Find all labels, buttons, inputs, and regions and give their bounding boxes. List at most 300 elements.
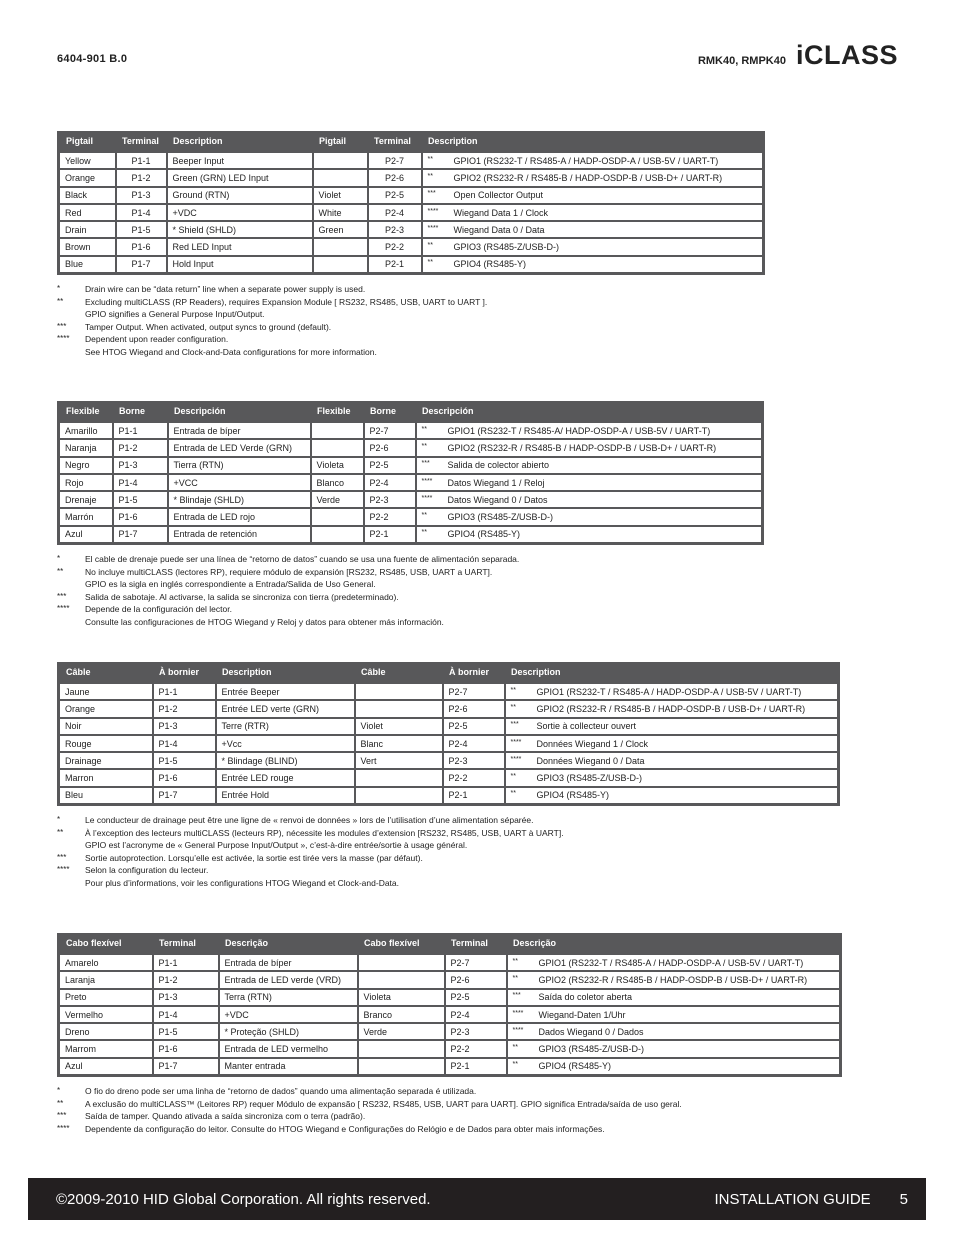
footnote-text: Tamper Output. When activated, output syncs to ground (default). <box>85 321 332 332</box>
table-cell: P1-2 <box>153 971 219 988</box>
table-row <box>59 989 841 1006</box>
table-cell: * Blindaje (SHLD) <box>168 491 311 508</box>
description-text: Saída do coletor aberta <box>538 992 633 1003</box>
footnote-symbol: * <box>57 554 61 564</box>
table-cell: Jaune <box>59 683 153 700</box>
table-cell: Green (GRN) LED Input <box>167 169 313 186</box>
table-cell: Orange <box>59 700 153 717</box>
description-text: GPIO3 (RS485-Z/USB-D-) <box>536 773 643 784</box>
table-row <box>59 256 764 274</box>
table-cell: +VDC <box>167 204 313 221</box>
footnote-text: À l’exception des lecteurs multiCLASS (lecteurs RP), nécessite les modules d’extension [RS232, RS485, USB, UART à UART]. GPIO est l’acronyme de « General Purpose Input/Output », c’est-à-dire entrée/sortie à usage général. <box>85 827 564 851</box>
wiring-table <box>57 131 765 275</box>
footnote-text: Drain wire can be “data return” line when a separate power supply is used. <box>85 284 366 295</box>
table-row <box>59 752 839 769</box>
table-cell: Black <box>59 187 116 204</box>
table-row <box>59 439 763 456</box>
column-header: À bornier <box>443 662 505 683</box>
description-text: GPIO1 (RS232-T / RS485-A / HADP-OSDP-A / USB-5V / UART-T) <box>538 957 804 968</box>
footnote-marker: ** <box>427 259 433 267</box>
description-cell <box>416 457 763 474</box>
table-cell <box>313 169 368 186</box>
footnote-symbol: **** <box>57 334 70 344</box>
footnote-symbol: ** <box>57 296 64 306</box>
table-cell: +VCC <box>168 474 311 491</box>
footnote-symbol: * <box>57 1086 61 1096</box>
footnote <box>57 296 765 321</box>
table-row <box>59 735 839 752</box>
footnote-marker: **** <box>510 738 522 746</box>
table-cell: P1-1 <box>153 683 216 700</box>
table-cell: * Blindage (BLIND) <box>216 752 355 769</box>
table-cell: Negro <box>59 457 113 474</box>
footnote-marker: **** <box>512 1026 524 1034</box>
description-text: Datos Wiegand 1 / Reloj <box>447 477 545 488</box>
table-cell: Bleu <box>59 787 153 805</box>
table-row <box>59 787 839 805</box>
table-cell <box>358 954 445 971</box>
description-cell <box>422 169 764 186</box>
table-row <box>59 718 839 735</box>
table-cell: Entrada de bíper <box>219 954 358 971</box>
table-cell <box>358 1058 445 1076</box>
wiring-section-spanish <box>57 401 764 629</box>
table-cell: P2-7 <box>443 683 505 700</box>
table-cell: +Vcc <box>216 735 355 752</box>
footnote-marker: ** <box>510 790 516 798</box>
wiring-section-english <box>57 131 765 359</box>
table-row <box>59 526 763 544</box>
column-header: Borne <box>364 401 416 422</box>
table-cell: Tierra (RTN) <box>168 457 311 474</box>
table-row <box>59 683 839 700</box>
table-cell: P1-7 <box>153 1058 219 1076</box>
footnote-symbol: **** <box>57 1123 70 1133</box>
footnote-marker: ** <box>427 242 433 250</box>
table-cell: P2-4 <box>443 735 505 752</box>
footnote <box>57 321 765 334</box>
footnote-symbol: *** <box>57 1111 67 1121</box>
footnote-marker: *** <box>512 992 521 1000</box>
footnote-marker: ** <box>421 442 427 450</box>
footnote <box>57 852 840 865</box>
table-cell: P2-4 <box>445 1006 507 1023</box>
column-header: Câble <box>355 662 443 683</box>
footnote-text: Dependent upon reader configuration. See HTOG Wiegand and Clock-and-Data configurations for more information. <box>85 334 377 358</box>
wiring-section-portuguese <box>57 933 842 1135</box>
description-text: Wiegand Data 1 / Clock <box>453 207 549 218</box>
footnote <box>57 1085 842 1098</box>
column-header: Flexible <box>59 401 113 422</box>
table-cell: Blanco <box>311 474 364 491</box>
description-text: Wiegand-Daten 1/Uhr <box>538 1009 626 1020</box>
footnote-symbol: ** <box>57 566 64 576</box>
footnote <box>57 1098 842 1111</box>
table-cell: P2-5 <box>445 989 507 1006</box>
description-text: Salida de colector abierto <box>447 460 550 471</box>
description-cell <box>422 204 764 221</box>
table-cell: +VDC <box>219 1006 358 1023</box>
table-cell: Entrada de LED vermelho <box>219 1040 358 1057</box>
table-cell: P2-1 <box>443 787 505 805</box>
table-cell: Drainage <box>59 752 153 769</box>
table-cell <box>358 1040 445 1057</box>
table-cell: Vermelho <box>59 1006 153 1023</box>
table-cell: P2-1 <box>445 1058 507 1076</box>
table-cell: White <box>313 204 368 221</box>
table-cell: Violet <box>313 187 368 204</box>
description-text: GPIO2 (RS232-R / RS485-B / HADP-OSDP-B / USB-D+ / UART-R) <box>447 442 717 453</box>
table-cell: P2-1 <box>364 526 416 544</box>
footnotes <box>57 283 765 359</box>
table-cell: P1-6 <box>153 769 216 786</box>
column-header: Description <box>505 662 839 683</box>
table-cell: Entrada de LED rojo <box>168 508 311 525</box>
table-cell: Violeta <box>358 989 445 1006</box>
footnote <box>57 566 764 591</box>
footnote-symbol: **** <box>57 604 70 614</box>
footnote <box>57 553 764 566</box>
description-cell <box>505 683 839 700</box>
description-cell <box>416 422 763 439</box>
table-cell: Beeper Input <box>167 152 313 169</box>
description-cell <box>422 187 764 204</box>
footnote-marker: ** <box>512 957 518 965</box>
table-cell: Marrom <box>59 1040 153 1057</box>
description-cell <box>505 735 839 752</box>
table-cell: P1-3 <box>153 718 216 735</box>
table-cell: P2-3 <box>368 221 422 238</box>
table-cell: P1-3 <box>116 187 167 204</box>
footnote-marker: **** <box>427 224 439 232</box>
description-cell <box>416 474 763 491</box>
description-cell <box>422 221 764 238</box>
table-cell: P2-6 <box>364 439 416 456</box>
table-cell: Red <box>59 204 116 221</box>
column-header: Cabo flexível <box>59 933 153 954</box>
table-cell: Entrada de bíper <box>168 422 311 439</box>
description-text: Open Collector Output <box>453 190 544 201</box>
header-brand <box>698 40 898 71</box>
description-cell <box>507 1023 841 1040</box>
column-header: Flexible <box>311 401 364 422</box>
column-header: À bornier <box>153 662 216 683</box>
table-cell: Violet <box>355 718 443 735</box>
table-cell: P1-1 <box>116 152 167 169</box>
table-cell: P2-7 <box>364 422 416 439</box>
table-cell: P2-4 <box>364 474 416 491</box>
table-cell: P1-6 <box>116 238 167 255</box>
description-text: GPIO2 (RS232-R / RS485-B / HADP-OSDP-B / USB-D+ / UART-R) <box>453 172 723 183</box>
table-cell: Drenaje <box>59 491 113 508</box>
table-cell: P2-3 <box>445 1023 507 1040</box>
table-cell: Orange <box>59 169 116 186</box>
copyright-text: ©2009-2010 HID Global Corporation. All rights reserved. <box>56 1190 431 1208</box>
footnote-marker: ** <box>512 1061 518 1069</box>
table-cell: P2-5 <box>364 457 416 474</box>
table-row <box>59 221 764 238</box>
table-cell: Yellow <box>59 152 116 169</box>
table-cell: P1-4 <box>116 204 167 221</box>
description-text: Sortie à collecteur ouvert <box>536 721 637 732</box>
description-text: GPIO3 (RS485-Z/USB-D-) <box>538 1044 645 1055</box>
table-cell: Entrée LED verte (GRN) <box>216 700 355 717</box>
column-header: Description <box>167 131 313 152</box>
footnote-marker: ** <box>512 974 518 982</box>
table-row <box>59 1006 841 1023</box>
guide-title: INSTALLATION GUIDE <box>714 1190 871 1208</box>
document-number: 6404-901 B.0 <box>57 53 128 65</box>
footnote-text: Selon la configuration du lecteur. Pour plus d’informations, voir les configurations HTOG Wiegand et Clock-and-Data. <box>85 865 400 889</box>
footnote-text: O fio do dreno pode ser uma linha de “retorno de dados” quando uma alimentação separada é utilizada. <box>85 1086 477 1097</box>
footnote-text: Dependente da configuração do leitor. Consulte do HTOG Wiegand e Configurações do Relógio e de Dados para obter mais informações. <box>85 1123 605 1134</box>
table-cell: P1-3 <box>153 989 219 1006</box>
table-cell: P2-2 <box>443 769 505 786</box>
footnote-marker: ** <box>510 686 516 694</box>
table-cell: P1-5 <box>116 221 167 238</box>
footnote <box>57 603 764 628</box>
table-row <box>59 491 763 508</box>
table-cell: Entrée Hold <box>216 787 355 805</box>
table-row <box>59 152 764 169</box>
description-cell <box>505 787 839 805</box>
footnote-marker: ** <box>421 425 427 433</box>
column-header: Terminal <box>368 131 422 152</box>
table-row <box>59 1058 841 1076</box>
table-cell: Terre (RTR) <box>216 718 355 735</box>
footnote-marker: *** <box>427 190 436 198</box>
footnote-symbol: * <box>57 815 61 825</box>
description-cell <box>422 256 764 274</box>
description-cell <box>507 954 841 971</box>
column-header: Descripción <box>416 401 763 422</box>
description-cell <box>505 700 839 717</box>
column-header: Description <box>422 131 764 152</box>
footnote-marker: ** <box>510 773 516 781</box>
table-cell: Drain <box>59 221 116 238</box>
table-cell: Rouge <box>59 735 153 752</box>
table-cell: P1-4 <box>113 474 168 491</box>
table-cell: Preto <box>59 989 153 1006</box>
table-cell: P1-6 <box>153 1040 219 1057</box>
table-row <box>59 474 763 491</box>
table-cell: P1-7 <box>153 787 216 805</box>
table-cell: P1-1 <box>113 422 168 439</box>
table-cell <box>355 787 443 805</box>
table-cell: P1-2 <box>153 700 216 717</box>
footnote-text: A exclusão do multiCLASS™ (Leitores RP) requer Módulo de expansão [ RS232, RS485, USB, UART para UART]. GPIO significa Entrada/saída de uso geral. <box>85 1098 682 1109</box>
footnote-text: El cable de drenaje puede ser una línea de “retorno de datos” cuando se usa una fuente de alimentación separada. <box>85 554 520 565</box>
table-cell: Noir <box>59 718 153 735</box>
table-cell: P2-2 <box>364 508 416 525</box>
table-cell: Entrada de retención <box>168 526 311 544</box>
table-cell: Amarillo <box>59 422 113 439</box>
table-cell: Blanc <box>355 735 443 752</box>
column-header: Terminal <box>116 131 167 152</box>
table-cell: P1-5 <box>153 752 216 769</box>
table-cell <box>311 439 364 456</box>
table-cell: Amarelo <box>59 954 153 971</box>
table-row <box>59 204 764 221</box>
table-row <box>59 508 763 525</box>
table-row <box>59 769 839 786</box>
table-cell: P1-7 <box>113 526 168 544</box>
table-cell: Marron <box>59 769 153 786</box>
page-footer <box>28 1178 926 1220</box>
footnotes <box>57 1085 842 1135</box>
footnote-marker: *** <box>421 460 430 468</box>
table-cell: Red LED Input <box>167 238 313 255</box>
table-cell: Azul <box>59 526 113 544</box>
table-cell: Marrón <box>59 508 113 525</box>
table-cell: Blue <box>59 256 116 274</box>
table-cell: P2-3 <box>443 752 505 769</box>
table-cell: P1-6 <box>113 508 168 525</box>
description-text: Datos Wiegand 0 / Datos <box>447 494 548 505</box>
table-cell <box>313 256 368 274</box>
table-cell: P1-3 <box>113 457 168 474</box>
wiring-section-french <box>57 662 840 890</box>
footnote <box>57 1110 842 1123</box>
table-cell: P2-5 <box>443 718 505 735</box>
table-cell <box>358 971 445 988</box>
footnote <box>57 1123 842 1136</box>
footnotes <box>57 814 840 890</box>
description-cell <box>505 718 839 735</box>
column-header: Pigtail <box>313 131 368 152</box>
table-row <box>59 954 841 971</box>
table-cell: Violeta <box>311 457 364 474</box>
table-row <box>59 971 841 988</box>
table-cell: P1-1 <box>153 954 219 971</box>
column-header: Terminal <box>445 933 507 954</box>
description-text: GPIO4 (RS485-Y) <box>538 1061 612 1072</box>
footnote-marker: **** <box>421 477 433 485</box>
column-header: Descripción <box>168 401 311 422</box>
table-cell: P2-4 <box>368 204 422 221</box>
description-cell <box>416 526 763 544</box>
column-header: Descrição <box>507 933 841 954</box>
table-row <box>59 187 764 204</box>
table-cell: P2-5 <box>368 187 422 204</box>
wiring-table <box>57 933 842 1077</box>
table-row <box>59 422 763 439</box>
description-text: GPIO2 (RS232-R / RS485-B / HADP-OSDP-B / USB-D+ / UART-R) <box>536 703 806 714</box>
footnote-text: Le conducteur de drainage peut être une ligne de « renvoi de données » lors de l’utilisation d’une alimentation séparée. <box>85 815 534 826</box>
table-cell: P2-2 <box>445 1040 507 1057</box>
table-cell: P1-5 <box>153 1023 219 1040</box>
footnote-marker: *** <box>510 721 519 729</box>
table-cell: P2-2 <box>368 238 422 255</box>
table-cell <box>311 508 364 525</box>
footnote-marker: **** <box>421 494 433 502</box>
iclass-logo: iCLASS <box>795 40 898 70</box>
table-cell: Azul <box>59 1058 153 1076</box>
table-cell: P2-7 <box>368 152 422 169</box>
footnote <box>57 333 765 358</box>
description-cell <box>507 1006 841 1023</box>
footnote-symbol: *** <box>57 852 67 862</box>
table-cell: Verde <box>358 1023 445 1040</box>
table-cell: P2-7 <box>445 954 507 971</box>
description-cell <box>507 1058 841 1076</box>
table-cell: P1-4 <box>153 1006 219 1023</box>
table-cell: Branco <box>358 1006 445 1023</box>
description-text: GPIO3 (RS485-Z/USB-D-) <box>447 512 554 523</box>
table-row <box>59 169 764 186</box>
table-cell: P1-2 <box>116 169 167 186</box>
column-header: Borne <box>113 401 168 422</box>
footnote <box>57 864 840 889</box>
table-cell: Entrée LED rouge <box>216 769 355 786</box>
description-cell <box>507 989 841 1006</box>
table-cell: Hold Input <box>167 256 313 274</box>
wiring-table <box>57 662 840 806</box>
table-cell <box>311 526 364 544</box>
description-cell <box>507 1040 841 1057</box>
table-cell <box>355 683 443 700</box>
description-text: GPIO4 (RS485-Y) <box>453 259 527 270</box>
table-cell <box>355 700 443 717</box>
table-row <box>59 238 764 255</box>
footnote-text: Depende de la configuración del lector. Consulte las configuraciones de HTOG Wiegand y Reloj y datos para obtener más información. <box>85 604 444 628</box>
description-text: GPIO1 (RS232-T / RS485-A / HADP-OSDP-A / USB-5V / UART-T) <box>536 686 802 697</box>
table-cell: Naranja <box>59 439 113 456</box>
table-cell: Vert <box>355 752 443 769</box>
description-text: GPIO2 (RS232-R / RS485-B / HADP-OSDP-B / USB-D+ / UART-R) <box>538 974 808 985</box>
table-cell: * Proteção (SHLD) <box>219 1023 358 1040</box>
footnote <box>57 283 765 296</box>
footnote-marker: **** <box>427 207 439 215</box>
table-cell <box>313 152 368 169</box>
footnote-text: No incluye multiCLASS (lectores RP), requiere módulo de expansión [RS232, RS485, USB, UART a UART]. GPIO es la sigla en inglés correspondiente a Entrada/Salida de Uso General. <box>85 566 493 590</box>
table-row <box>59 1023 841 1040</box>
table-cell: P1-5 <box>113 491 168 508</box>
table-cell: Manter entrada <box>219 1058 358 1076</box>
column-header: Cabo flexível <box>358 933 445 954</box>
footnote-text: Sortie autoprotection. Lorsqu’elle est activée, la sortie est tirée vers la masse (par défaut). <box>85 852 423 863</box>
description-cell <box>422 238 764 255</box>
description-text: GPIO1 (RS232-T / RS485-A/ HADP-OSDP-A / USB-5V / UART-T) <box>447 425 711 436</box>
footnote-symbol: * <box>57 284 61 294</box>
footnote-marker: ** <box>510 703 516 711</box>
footnote <box>57 814 840 827</box>
column-header: Câble <box>59 662 153 683</box>
table-cell: P2-6 <box>443 700 505 717</box>
description-text: Données Wiegand 0 / Data <box>536 755 645 766</box>
footnote-text: Salida de sabotaje. Al activarse, la salida se sincroniza con tierra (predeterminado). <box>85 591 399 602</box>
table-cell <box>355 769 443 786</box>
footnote-symbol: *** <box>57 591 67 601</box>
page-number: 5 <box>899 1190 908 1208</box>
table-cell: P2-3 <box>364 491 416 508</box>
footnotes <box>57 553 764 629</box>
footnote-symbol: **** <box>57 865 70 875</box>
footnote-marker: ** <box>427 172 433 180</box>
description-cell <box>507 971 841 988</box>
table-cell: Laranja <box>59 971 153 988</box>
table-cell: P1-2 <box>113 439 168 456</box>
description-cell <box>505 752 839 769</box>
table-cell: Terra (RTN) <box>219 989 358 1006</box>
description-text: Données Wiegand 1 / Clock <box>536 738 649 749</box>
footnote-symbol: *** <box>57 321 67 331</box>
footnote-text: Saída de tamper. Quando ativada a saída sincroniza com o terra (padrão). <box>85 1111 366 1122</box>
table-cell: Rojo <box>59 474 113 491</box>
table-cell: P2-1 <box>368 256 422 274</box>
description-text: GPIO4 (RS485-Y) <box>536 790 610 801</box>
description-text: Wiegand Data 0 / Data <box>453 224 545 235</box>
